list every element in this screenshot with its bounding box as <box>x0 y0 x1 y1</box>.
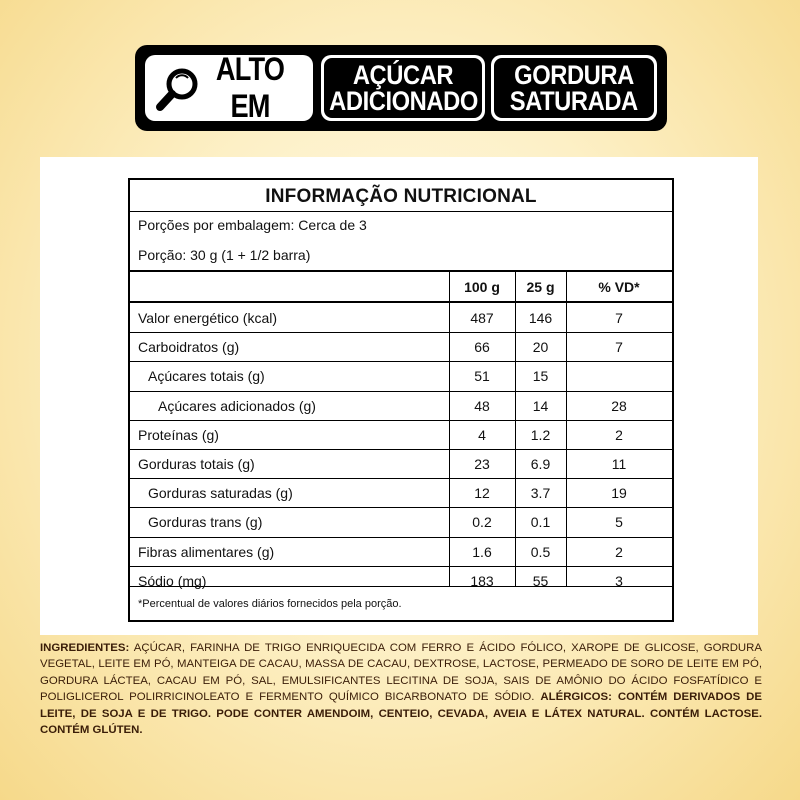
nutrient-value-vd: 2 <box>615 426 623 443</box>
nutrition-table <box>128 178 674 622</box>
nutrient-value-vd: 11 <box>611 456 627 472</box>
nutrient-value-vd: 7 <box>615 339 623 356</box>
nutrient-value-100g: 4 <box>478 426 486 443</box>
alto-em-box <box>145 51 313 124</box>
nutrient-label: Sódio (mg) <box>138 572 207 589</box>
nutrient-label: Gorduras trans (g) <box>148 514 263 531</box>
nutrient-value-100g: 487 <box>470 310 494 326</box>
nutrition-footnote: *Percentual de valores diários fornecidos pela porção. <box>138 598 402 610</box>
nutrient-value-100g: 51 <box>474 368 490 385</box>
nutrition-title: INFORMAÇÃO NUTRICIONAL <box>265 186 537 207</box>
nutrient-value-vd: 28 <box>611 397 627 414</box>
alto-em-label: ALTO EM <box>215 51 285 124</box>
nutrient-value-portion: 0.5 <box>530 543 551 560</box>
nutrient-value-100g: 23 <box>474 456 490 472</box>
nutrient-label: Açúcares adicionados (g) <box>158 397 316 414</box>
ingredients-label: INGREDIENTES: <box>40 642 130 654</box>
nutrient-value-100g: 48 <box>474 397 490 414</box>
nutrition-panel <box>40 157 758 635</box>
nutrient-value-portion: 20 <box>532 339 549 356</box>
nutrient-label: Valor energético (kcal) <box>138 310 278 326</box>
servings-per-package: Porções por embalagem: Cerca de 3 <box>138 217 367 233</box>
nutrient-label: Proteínas (g) <box>138 426 219 443</box>
warning-item-line2: SATURADA <box>509 86 639 116</box>
nutrient-value-100g: 183 <box>470 572 494 589</box>
warning-item-line1: AÇÚCAR <box>352 60 454 90</box>
nutrient-value-portion: 55 <box>532 572 549 589</box>
nutrient-label: Gorduras saturadas (g) <box>148 485 293 502</box>
nutrient-value-portion: 15 <box>532 368 549 385</box>
nutrient-value-portion: 6.9 <box>530 456 551 472</box>
nutrient-value-vd: 7 <box>615 310 623 326</box>
nutrient-value-vd: 5 <box>615 514 623 531</box>
nutrient-value-portion: 1.2 <box>530 426 551 443</box>
front-warning-seal <box>135 45 667 131</box>
nutrient-label: Carboidratos (g) <box>138 339 240 356</box>
warning-gordura-saturada <box>491 55 657 121</box>
nutrient-value-portion: 14 <box>532 397 549 414</box>
allergens-statement: ALÉRGICOS: CONTÉM DERIVADOS DE LEITE, DE SOJA E DE TRIGO. PODE CONTER AMENDOIM, CENTEIO, CEVADA, AVEIA E LÁTEX NATURAL. CONTÉM LACTOSE. CONTÉM GLÚTEN. <box>40 691 762 737</box>
ingredients-text <box>40 640 762 738</box>
nutrient-value-100g: 0.2 <box>472 514 492 531</box>
warning-item-line1: GORDURA <box>514 60 634 90</box>
nutrient-value-portion: 3.7 <box>530 485 551 502</box>
nutrient-label: Açúcares totais (g) <box>148 368 265 385</box>
nutrient-value-vd: 3 <box>615 572 623 589</box>
col-header-vd: % VD* <box>598 279 640 295</box>
col-header-100g: 100 g <box>464 279 500 295</box>
warning-acucar-adicionado <box>321 55 485 121</box>
serving-size: Porção: 30 g (1 + 1/2 barra) <box>138 247 311 263</box>
nutrient-value-vd: 2 <box>615 543 623 560</box>
nutrient-value-100g: 1.6 <box>472 543 492 560</box>
nutrient-value-portion: 146 <box>528 310 553 326</box>
nutrient-value-portion: 0.1 <box>530 514 551 531</box>
nutrient-label: Fibras alimentares (g) <box>138 543 275 560</box>
ingredients-list: AÇÚCAR, FARINHA DE TRIGO ENRIQUECIDA COM FERRO E ÁCIDO FÓLICO, XAROPE DE GLICOSE, GORDURA VEGETAL, LEITE EM PÓ, MANTEIGA DE CACAU, MASSA DE CACAU, DEXTROSE, LACTOSE, PERMEADO DE SORO DE LEITE EM PÓ, GORDURA LÁCTEA, CACAU EM PÓ, SAL, EMULSIFICANTES LECITINA DE SOJA, SAIS DE AMÔNIO DO ÁCIDO FOSFATÍDICO E POLIGLICEROL POLIRRICINOLEATO E FERMENTO QUÍMICO BICARBONATO DE SÓDIO. <box>40 642 762 704</box>
nutrient-value-100g: 66 <box>474 339 490 356</box>
nutrient-value-vd: 19 <box>611 485 627 502</box>
nutrient-value-100g: 12 <box>474 485 490 502</box>
col-header-portion: 25 g <box>526 279 555 295</box>
nutrient-label: Gorduras totais (g) <box>138 456 255 472</box>
warning-item-line2: ADICIONADO <box>328 86 478 116</box>
